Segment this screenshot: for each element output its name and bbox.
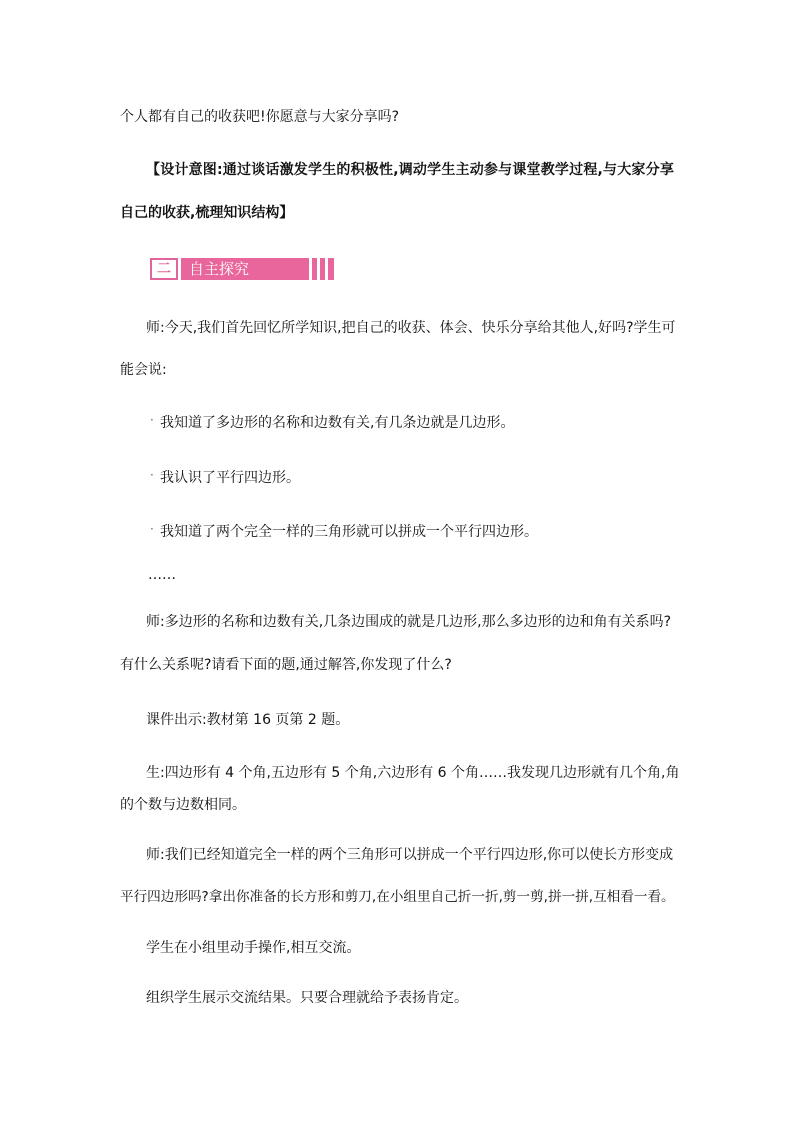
list-item: 我知道了多边形的名称和边数有关,有几条边就是几边形。 bbox=[160, 415, 515, 431]
paragraph-line: 组织学生展示交流结果。只要合理就给予表扬肯定。 bbox=[146, 990, 468, 1006]
paragraph-line: 学生在小组里动手操作,相互交流。 bbox=[146, 940, 361, 956]
section-stripe bbox=[317, 258, 320, 280]
paragraph-line: 师:今天,我们首先回忆所学知识,把自己的收获、体会、快乐分享给其他人,好吗?学生可 bbox=[146, 320, 676, 336]
paragraph-line: 课件出示:教材第 16 页第 2 题。 bbox=[146, 712, 350, 728]
paragraph-line: 有什么关系呢?请看下面的题,通过解答,你发现了什么? bbox=[120, 657, 452, 673]
paragraph-line: 的个数与边数相同。 bbox=[120, 797, 246, 813]
bullet-dot: · bbox=[150, 522, 154, 536]
list-item: 我知道了两个完全一样的三角形就可以拼成一个平行四边形。 bbox=[160, 524, 538, 540]
bullet-dot: · bbox=[150, 468, 154, 482]
paragraph-line: 生:四边形有 4 个角,五边形有 5 个角,六边形有 6 个角……我发现几边形就有几个角,角 bbox=[146, 765, 680, 781]
design-intent-line: 自己的收获,梳理知识结构】 bbox=[120, 205, 294, 221]
section-bar bbox=[181, 258, 334, 280]
paragraph-line: 个人都有自己的收获吧!你愿意与大家分享吗? bbox=[120, 109, 400, 125]
bullet-dot: · bbox=[150, 413, 154, 427]
list-item: 我认识了平行四边形。 bbox=[160, 470, 300, 486]
paragraph-line: 师:我们已经知道完全一样的两个三角形可以拼成一个平行四边形,你可以使长方形变成 bbox=[146, 847, 674, 863]
section-number: 二 bbox=[150, 258, 178, 280]
section-title: 自主探究 bbox=[189, 260, 250, 278]
section-stripe bbox=[325, 258, 328, 280]
paragraph-line: 师:多边形的名称和边数有关,几条边围成的就是几边形,那么多边形的边和角有关系吗? bbox=[146, 614, 672, 630]
design-intent-line: 【设计意图:通过谈话激发学生的积极性,调动学生主动参与课堂教学过程,与大家分享 bbox=[146, 162, 675, 178]
paragraph-line: 平行四边形吗?拿出你准备的长方形和剪刀,在小组里自己折一折,剪一剪,拼一拼,互相看一看。 bbox=[120, 889, 675, 905]
section-stripe bbox=[309, 258, 312, 280]
ellipsis: …… bbox=[148, 567, 176, 583]
paragraph-line: 能会说: bbox=[120, 362, 167, 378]
section-banner bbox=[150, 258, 334, 280]
